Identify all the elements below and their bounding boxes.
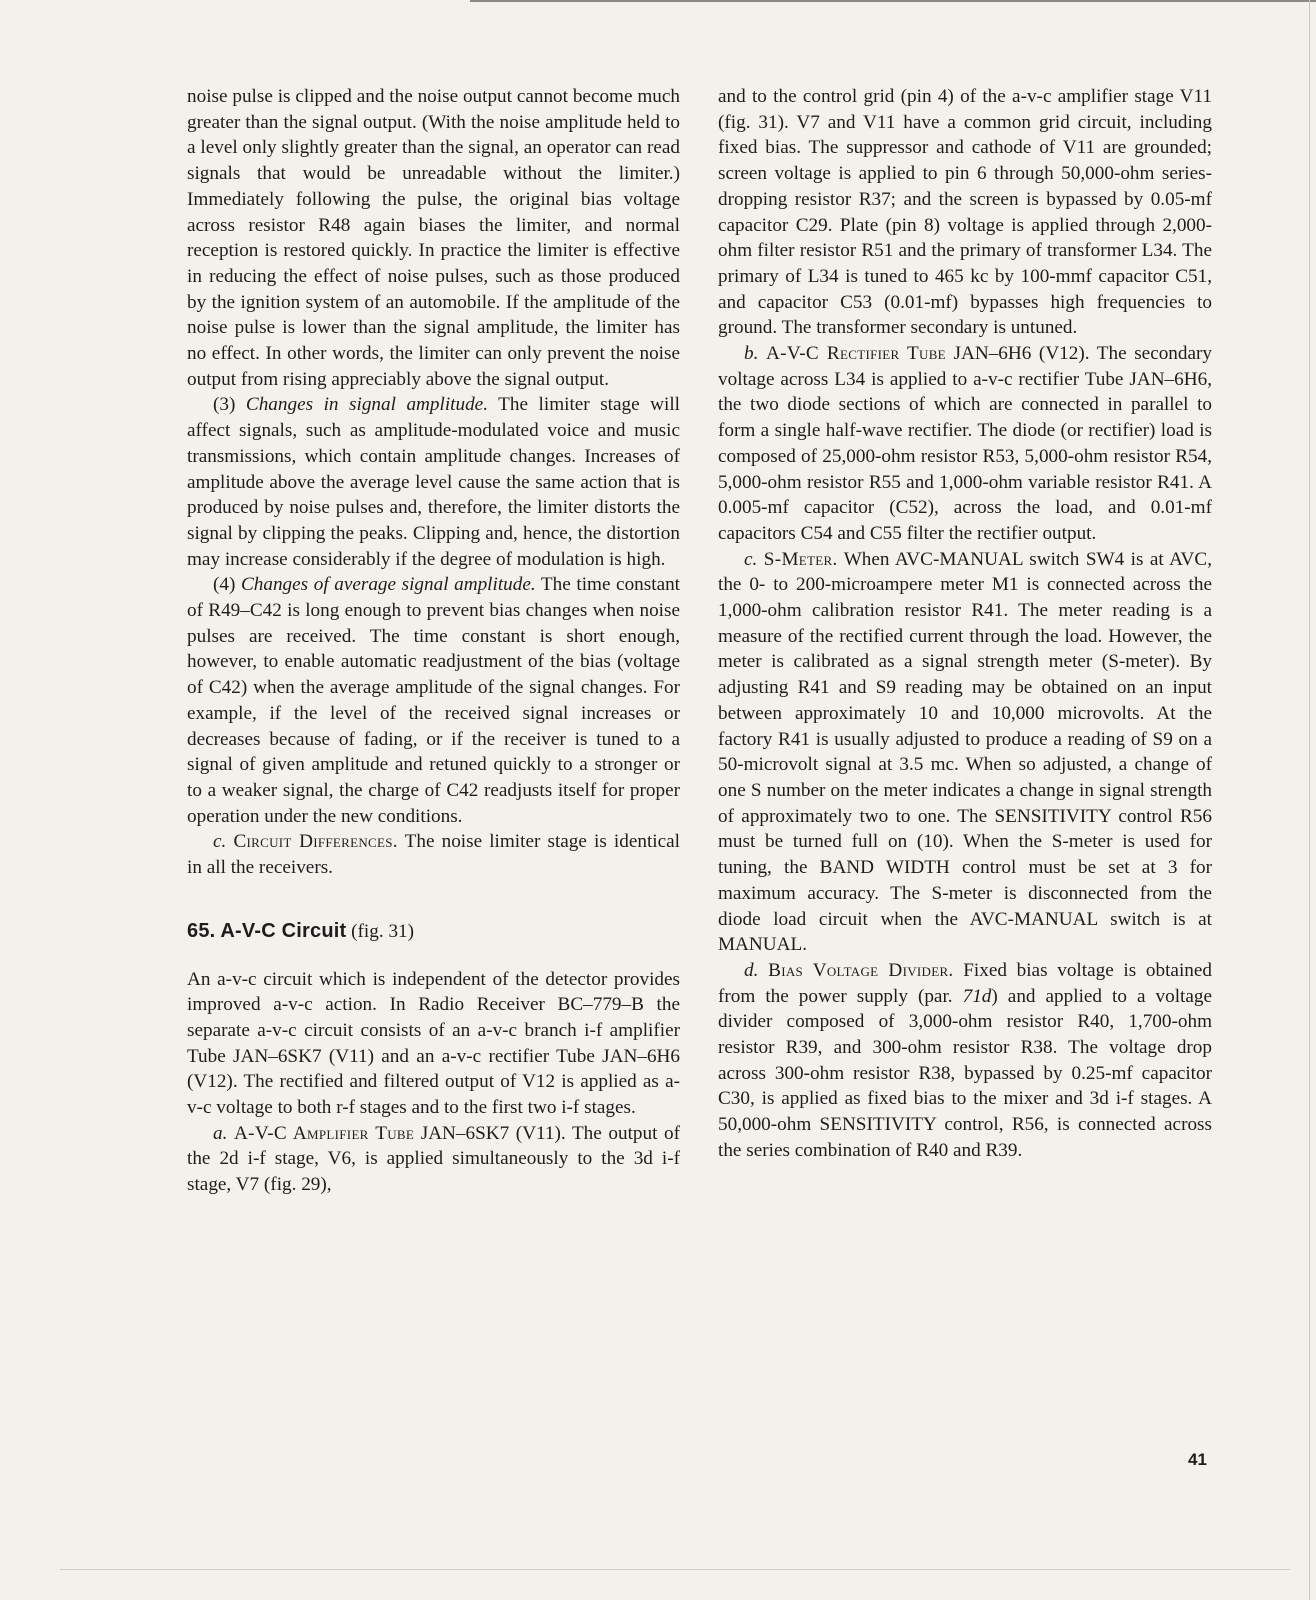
paragraph-avc-rectifier	[718, 341, 1212, 547]
paragraph-bias-divider	[718, 958, 1212, 1164]
paragraph-avc-amplifier	[187, 1121, 680, 1198]
subsection-title: A-V-C Rectifier Tube	[765, 343, 946, 365]
section-title: 65. A-V-C Circuit	[187, 919, 347, 942]
subsection-body: When AVC-MANUAL switch SW4 is at AVC, the 0- to 200-microampere meter M1 is connected across the 1,000-ohm calibration resistor R41. The meter reading is a measure of the rectified current through the load. However, the meter is calibrated as a signal strength meter (S-meter). By adjusting R41 and S9 reading may be obtained on an input between approximately 10 and 10,000 microvolts. At the factory R41 is usually adjusted to produce a reading of S9 on a 50-microvolt signal at 3.5 mc. When so adjusted, a change of one S number on the meter indicates a change in signal strength of approximately two to one. The SENSITIVITY control R56 must be turned full on (10). When the S-meter is used for tuning, the BAND WIDTH control must be set at 3 for maximum accuracy. The S-meter is disconnected from the diode load circuit when the AVC-MANUAL switch is at MANUAL.	[718, 548, 1212, 956]
item-title: Changes in signal amplitude.	[245, 394, 488, 416]
item-title: Changes of average signal amplitude.	[240, 574, 536, 596]
subsection-body: The noise limiter stage is identical in all the receivers.	[187, 831, 680, 879]
subsection-body: JAN–6H6 (V12). The secondary voltage across L34 is applied to a-v-c rectifier Tube JAN–6H6, the two diode sections of which are connected in parallel to form a single half-wave rectifier. The diode (or rectifier) load is composed of 25,000-ohm resistor R53, 5,000-ohm resistor R54, 5,000-ohm resistor R55 and 1,000-ohm variable resistor R41. A 0.005-mf capacitor (C52), across the load, and 0.01-mf capacitors C54 and C55 filter the rectifier output.	[718, 343, 1212, 544]
subsection-letter: c.	[744, 548, 764, 570]
section-figure-ref: (fig. 31)	[346, 920, 415, 942]
section-heading	[187, 919, 680, 945]
right-edge-rule	[1309, 0, 1310, 1600]
subsection-letter: a.	[213, 1122, 234, 1144]
subsection-title: Bias Voltage Divider.	[768, 959, 954, 981]
subsection-title: A-V-C Amplifier Tube	[234, 1122, 415, 1144]
subsection-letter: c.	[213, 831, 234, 853]
item-label: (4)	[213, 574, 241, 596]
subsection-body-continued: ) and applied to a voltage divider composed of 3,000-ohm resistor R40, 1,700-ohm resistor R39, and 300-ohm resistor R38. The voltage drop across 300-ohm resistor R38, bypassed by 0.25-mf capacitor C30, is applied as fixed bias to the mixer and 3d i-f stages. A 50,000-ohm SENSITIVITY control, R56, is connected across the series combination of R40 and R39.	[718, 985, 1212, 1161]
page-number: 41	[1188, 1450, 1207, 1469]
subsection-letter: b.	[744, 343, 766, 365]
item-label: (3)	[213, 394, 246, 416]
subsection-title: S-Meter.	[763, 548, 838, 570]
item-body: The limiter stage will affect signals, such as amplitude-modulated voice and music transmissions, which contain amplitude changes. Increases of amplitude above the average level cause the same action that is produced by noise pulses and, therefore, the limiter distorts the signal by clipping the peaks. Clipping and, hence, the distortion may increase considerably if the degree of modulation is high.	[187, 394, 680, 570]
paragraph-signal-amplitude	[187, 392, 680, 572]
paragraph-s-meter	[718, 547, 1212, 958]
paragraph-avc-intro: An a-v-c circuit which is independent of the detector provides improved a-v-c action. In Radio Receiver BC–779–B the separate a-v-c circuit consists of an a-v-c branch i-f amplifier Tube JAN–6SK7 (V11) and an a-v-c rectifier Tube JAN–6H6 (V12). The rectified and filtered output of V12 is applied as a-v-c voltage to both r-f stages and to the first two i-f stages.	[187, 968, 680, 1119]
item-body: The time constant of R49–C42 is long enough to prevent bias changes when noise pulses are received. The time constant is short enough, however, to enable automatic readjustment of the bias (voltage of C42) when the average amplitude of the signal changes. For example, if the level of the received signal increases or decreases because of fading, or if the receiver is tuned to a signal of given amplitude and retuned quickly to a stronger or to a weaker signal, the charge of C42 readjusts itself for proper operation under the new conditions.	[187, 574, 681, 827]
subsection-letter: d.	[744, 959, 769, 981]
top-edge-rule	[470, 0, 1316, 2]
bottom-edge-rule	[60, 1569, 1290, 1570]
paragraph-control-grid: and to the control grid (pin 4) of the a-v-c amplifier stage V11 (fig. 31). V7 and V11 have a common grid circuit, including fixed bias. The suppressor and cathode of V11 are grounded; screen voltage is applied to pin 6 through 50,000-ohm series-dropping resistor R37; and the screen is bypassed by 0.05-mf capacitor C29. Plate (pin 8) voltage is applied through 2,000-ohm filter resistor R51 and the primary of transformer L34. The primary of L34 is tuned to 465 kc by 100-mmf capacitor C51, and capacitor C53 (0.01-mf) bypasses high frequencies to ground. The transformer secondary is untuned.	[718, 86, 1212, 339]
right-column	[718, 84, 1212, 1164]
subsection-title: Circuit Differences.	[233, 831, 398, 853]
paragraph-average-amplitude	[187, 572, 680, 829]
subsection-body: Fixed bias voltage is obtained from the power supply (par.	[718, 959, 1212, 1007]
paragraph-reference: 71d	[962, 985, 992, 1007]
left-column	[187, 84, 680, 1198]
subsection-body: JAN–6SK7 (V11). The output of the 2d i-f stage, V6, is applied simultaneously to the 3d i-f stage, V7 (fig. 29),	[187, 1122, 681, 1196]
paragraph-circuit-differences	[187, 829, 680, 880]
paragraph-noise-pulse: noise pulse is clipped and the noise output cannot become much greater than the signal output. (With the noise amplitude held to a level only slightly greater than the signal, an operator can read signals that would be unreadable without the limiter.) Immediately following the pulse, the original bias voltage across resistor R48 again biases the limiter, and normal reception is restored quickly. In practice the limiter is effective in reducing the effect of noise pulses, such as those produced by the ignition system of an automobile. If the amplitude of the noise pulse is lower than the signal amplitude, the limiter has no effect. In other words, the limiter can only prevent the noise output from rising appreciably above the signal output.	[187, 86, 680, 390]
